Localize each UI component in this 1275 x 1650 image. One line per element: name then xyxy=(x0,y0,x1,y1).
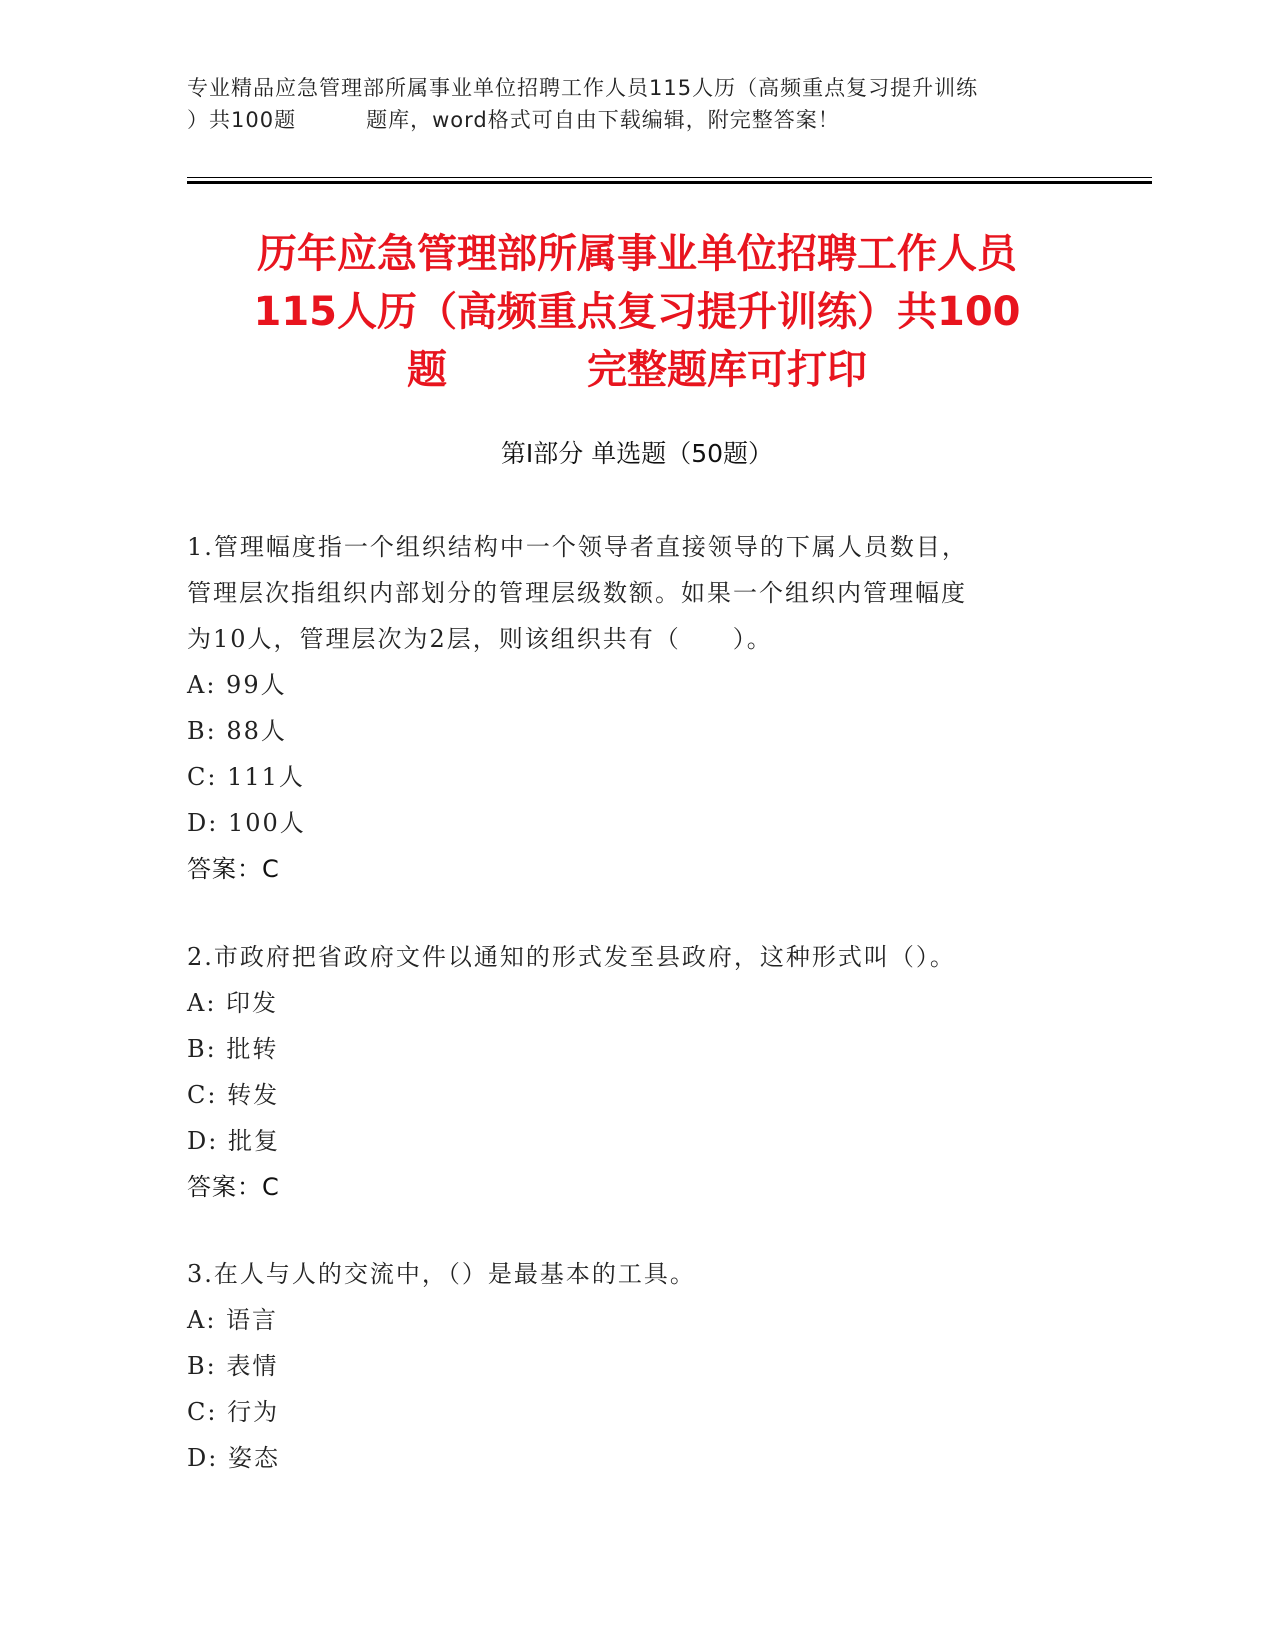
option-b: B: 88人 xyxy=(187,717,287,745)
option-c: C: 转发 xyxy=(187,1081,280,1109)
header-line-2-start: ）共100题 xyxy=(187,108,297,132)
option-b: B: 批转 xyxy=(187,1035,279,1063)
question-3 xyxy=(187,1251,1087,1481)
option-a: A: 语言 xyxy=(187,1306,279,1334)
question-stem-line: 3.在人与人的交流中，（）是最基本的工具。 xyxy=(187,1260,696,1288)
option-d: D: 100人 xyxy=(187,809,306,837)
option-b: B: 表情 xyxy=(187,1352,279,1380)
question-2 xyxy=(187,934,1087,1210)
title-line-1: 历年应急管理部所属事业单位招聘工作人员 xyxy=(257,231,1017,277)
document-title xyxy=(187,225,1087,399)
header-line-1: 专业精品应急管理部所属事业单位招聘工作人员115人历（高频重点复习提升训练 xyxy=(187,76,979,100)
title-line-3 xyxy=(187,341,1087,399)
header-line-2-end: 题库，word格式可自由下载编辑，附完整答案！ xyxy=(366,108,840,132)
question-stem-line: 1.管理幅度指一个组织结构中一个领导者直接领导的下属人员数目， xyxy=(187,533,968,561)
question-stem-line: 2.市政府把省政府文件以通知的形式发至县政府，这种形式叫（）。 xyxy=(187,943,956,971)
question-stem-line: 为10人，管理层次为2层，则该组织共有（ ）。 xyxy=(187,625,773,653)
option-c: C: 111人 xyxy=(187,763,305,791)
header-divider-thick xyxy=(187,181,1152,184)
option-d: D: 姿态 xyxy=(187,1444,280,1472)
option-c: C: 行为 xyxy=(187,1398,280,1426)
header-divider-thin xyxy=(187,177,1152,178)
option-a: A: 印发 xyxy=(187,989,279,1017)
option-a: A: 99人 xyxy=(187,671,287,699)
answer-label: 答案：C xyxy=(187,1173,280,1201)
answer-label: 答案：C xyxy=(187,855,280,883)
title-line-3-end: 完整题库可打印 xyxy=(587,347,867,393)
title-line-3-start: 题 xyxy=(407,347,447,393)
title-line-2: 115人历（高频重点复习提升训练）共100 xyxy=(253,289,1021,335)
question-stem-line: 管理层次指组织内部划分的管理层级数额。如果一个组织内管理幅度 xyxy=(187,579,967,607)
document-header xyxy=(187,72,1087,136)
header-line-2 xyxy=(187,104,1087,136)
question-1 xyxy=(187,524,1087,892)
section-heading: 第Ⅰ部分 单选题（50题） xyxy=(500,439,774,468)
option-d: D: 批复 xyxy=(187,1127,280,1155)
